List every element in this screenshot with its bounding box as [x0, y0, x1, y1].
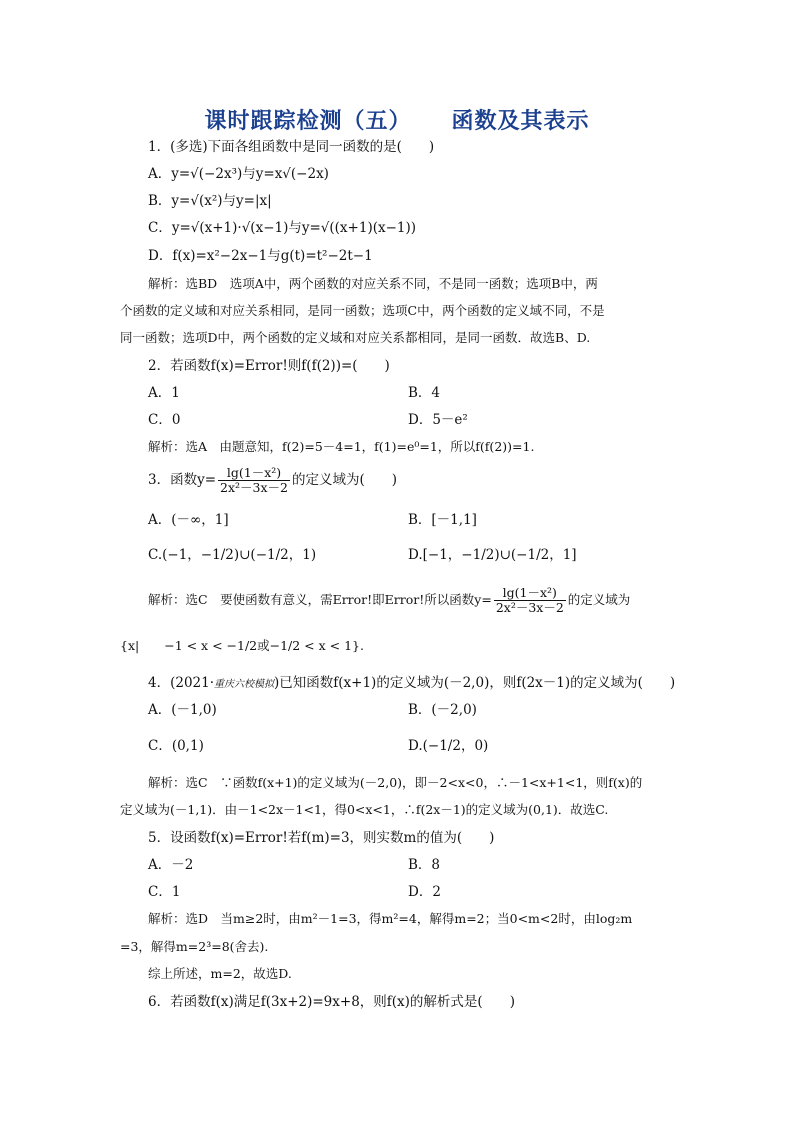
q3-frac-numerator: lg(1－x²)	[218, 466, 290, 481]
q3-solution-2: {x| −1 < x < −1/2或−1/2 < x < 1}.	[120, 638, 364, 653]
q3-fraction	[218, 466, 290, 495]
q4-option-b: B．(－2,0)	[408, 702, 477, 718]
q4-option-c: C．(0,1)	[148, 738, 204, 754]
q1-option-d: D．f(x)=x²−2x−1与g(t)=t²−2t−1	[148, 248, 373, 264]
q5-option-b: B．8	[408, 857, 441, 873]
q1-solution-3: 同一函数；选项D中，两个函数的定义域和对应关系都相同，是同一函数．故选B、D.	[120, 330, 591, 345]
q3-option-a: A．(－∞，1]	[148, 512, 229, 528]
q4-solution-2: 定义域为(－1,1)．由－1<2x－1<1，得0<x<1，∴f(2x－1)的定义域为(0,1)．故选C.	[120, 802, 609, 817]
q3-sol-pre: 解析：选C 要使函数有意义，需Error!即Error!所以函数y=	[148, 592, 492, 607]
q1-solution-2: 个函数的定义域和对应关系相同，是同一函数；选项C中，两个函数的定义域不同，不是	[120, 303, 605, 318]
q5-solution-2: =3，解得m=2³=8(舍去).	[120, 939, 269, 954]
q2-stem: 2．若函数f(x)=Error!则f(f(2))=( )	[148, 358, 390, 374]
q5-solution-3: 综上所述，m=2，故选D.	[148, 966, 292, 981]
q3-sol-post: 的定义域为	[567, 592, 631, 607]
q3-option-c: C.(−1，−1/2)∪(−1/2，1)	[148, 547, 317, 563]
q3-sol-fraction	[494, 586, 566, 615]
q4-solution-1: 解析：选C ∵函数f(x+1)的定义域为(－2,0)，即－2<x<0，∴－1<x+1<1，则f(x)的	[148, 775, 643, 790]
q3-solution-1	[148, 586, 630, 615]
q3-sol-frac-denominator: 2x²－3x－2	[495, 600, 564, 615]
q5-stem: 5．设函数f(x)=Error!若f(m)=3，则实数m的值为( )	[148, 830, 495, 846]
title-sub: 函数及其表示	[451, 108, 590, 134]
q2-option-d: D．5－e²	[408, 412, 468, 428]
q2-option-b: B．4	[408, 385, 441, 401]
q3-stem-post: 的定义域为( )	[292, 472, 398, 488]
q3-stem	[148, 466, 397, 495]
q1-solution-1: 解析：选BD 选项A中，两个函数的对应关系不同，不是同一函数；选项B中，两	[148, 276, 598, 291]
q6-stem: 6．若函数f(x)满足f(3x+2)=9x+8，则f(x)的解析式是( )	[148, 994, 515, 1010]
page-title	[0, 104, 794, 135]
q1-stem: 1．(多选)下面各组函数中是同一函数的是( )	[148, 139, 435, 155]
q3-option-d: D.[−1，−1/2)∪(−1/2，1]	[408, 547, 577, 563]
q5-option-c: C．1	[148, 884, 181, 900]
q2-solution: 解析：选A 由题意知，f(2)=5－4=1，f(1)=e⁰=1，所以f(f(2))=1.	[148, 439, 535, 454]
q1-option-b: B．y=√(x²)与y=|x|	[148, 193, 272, 209]
q3-frac-denominator: 2x²－3x－2	[220, 480, 289, 495]
q4-stem-post: )已知函数f(x+1)的定义域为(－2,0)，则f(2x－1)的定义域为( )	[274, 675, 676, 691]
q4-stem-pre: 4．(2021·	[148, 675, 215, 691]
q4-stem-source-note: 重庆六校模拟	[214, 679, 275, 690]
q5-option-a: A．－2	[148, 857, 194, 873]
q3-sol-frac-numerator: lg(1－x²)	[494, 586, 566, 601]
q5-solution-1: 解析：选D 当m≥2时，由m²－1=3，得m²=4，解得m=2；当0<m<2时，由log₂m	[148, 911, 633, 926]
q2-option-a: A．1	[148, 385, 180, 401]
q2-option-c: C．0	[148, 412, 181, 428]
title-main: 课时跟踪检测（五）	[204, 108, 412, 134]
q4-option-a: A．(－1,0)	[148, 702, 217, 718]
q3-stem-pre: 3．函数y=	[148, 472, 217, 488]
q4-stem	[148, 674, 675, 694]
q4-option-d: D.(−1/2，0)	[408, 738, 489, 754]
q1-option-a: A．y=√(−2x³)与y=x√(−2x)	[148, 166, 329, 182]
q3-option-b: B．[－1,1]	[408, 512, 477, 528]
q5-option-d: D．2	[408, 884, 441, 900]
q1-option-c: C．y=√(x+1)·√(x−1)与y=√((x+1)(x−1))	[148, 220, 417, 236]
